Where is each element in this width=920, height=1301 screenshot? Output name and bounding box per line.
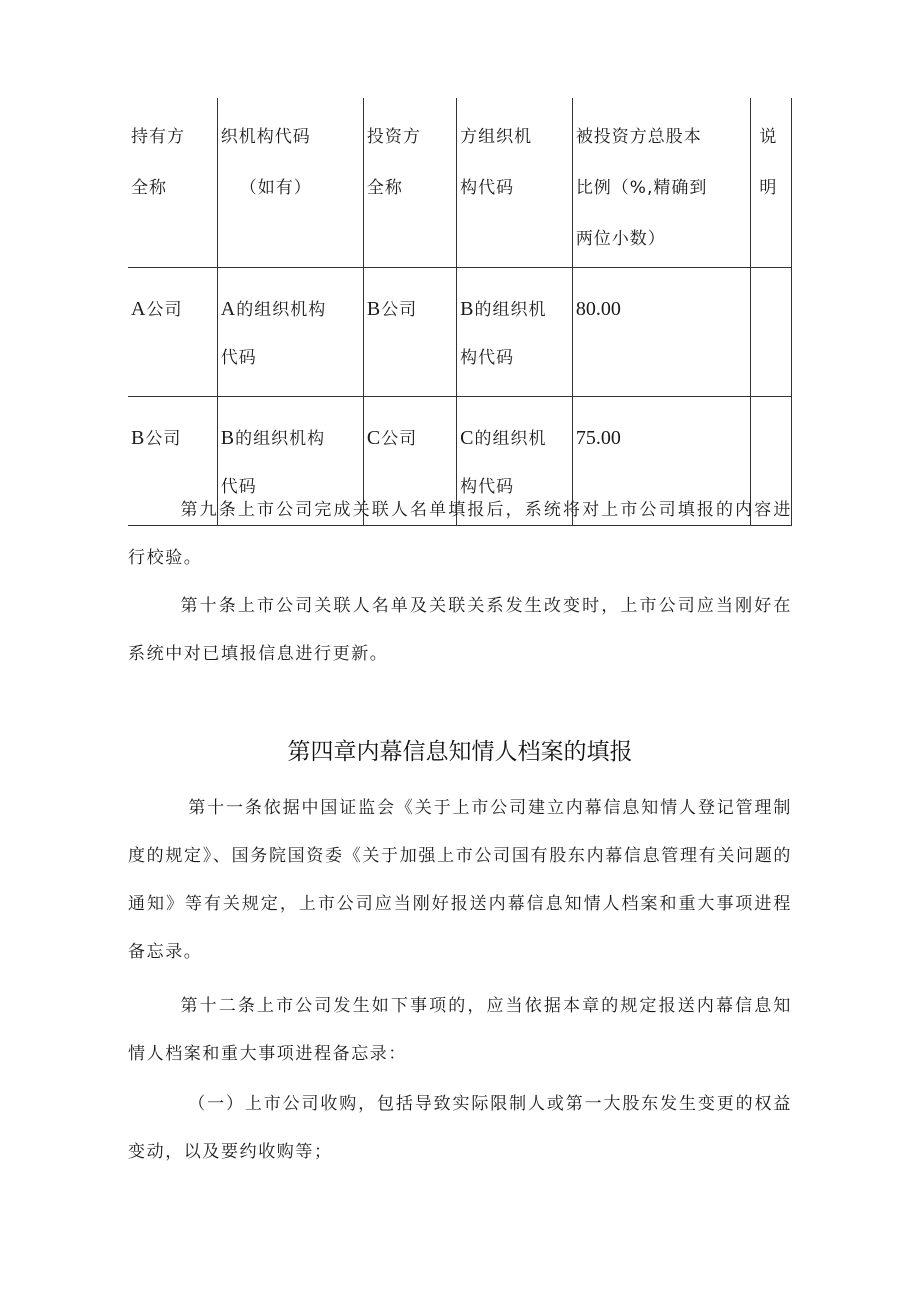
header-investee-code: 方组织机 构代码 [457, 98, 573, 268]
item-1-text: （一）上市公司收购，包括导致实际限制人或第一大股东发生变更的权益变动，以及要约收购等； [128, 1094, 792, 1162]
cell-investee-code: C的组织机 构代码 [457, 397, 573, 526]
article-10-paragraph [128, 582, 792, 678]
cell-investee: B公司 [363, 268, 456, 397]
article-12-paragraph [128, 982, 792, 1078]
holdings-table [128, 98, 792, 526]
cell-note [751, 268, 792, 397]
header-investee-name: 投资方 全称 [363, 98, 456, 268]
article-12-text: 第十二条上市公司发生如下事项的，应当依据本章的规定报送内幕信息知情人档案和重大事项进程备忘录： [128, 996, 792, 1064]
header-share-ratio: 被投资方总股本 比例（%,精确到 两位小数） [572, 98, 751, 268]
table-row [128, 268, 792, 397]
cell-holder: A公司 [128, 268, 217, 397]
item-1-paragraph [128, 1080, 792, 1176]
cell-investee-code: B的组织机 构代码 [457, 268, 573, 397]
cell-holder-code: A的组织机构 代码 [217, 268, 363, 397]
table-header-row [128, 98, 792, 268]
cell-ratio: 80.00 [572, 268, 751, 397]
header-holder-code: 织机构代码 （如有） [217, 98, 363, 268]
chapter-title: 第四章内幕信息知情人档案的填报 [287, 739, 633, 765]
article-9-paragraph [128, 486, 792, 582]
cell-investee: C公司 [363, 397, 456, 526]
cell-ratio: 75.00 [572, 397, 751, 526]
cell-holder-code: B的组织机构 代码 [217, 397, 363, 526]
cell-holder: B公司 [128, 397, 217, 526]
article-10-text: 第十条上市公司关联人名单及关联关系发生改变时，上市公司应当刚好在系统中对已填报信息进行更新。 [128, 596, 792, 664]
article-11-text: 第十一条依据中国证监会《关于上市公司建立内幕信息知情人登记管理制度的规定》、国务院国资委《关于加强上市公司国有股东内幕信息管理有关问题的通知》等有关规定，上市公司应当刚好报送内幕信息知情人档案和重大事项进程备忘录。 [128, 798, 792, 962]
article-9-text: 第九条上市公司完成关联人名单填报后，系统将对上市公司填报的内容进行校验。 [128, 500, 792, 568]
article-11-paragraph [128, 784, 792, 976]
header-note: 说 明 [751, 98, 792, 268]
header-holder-name: 持有方 全称 [131, 127, 185, 198]
